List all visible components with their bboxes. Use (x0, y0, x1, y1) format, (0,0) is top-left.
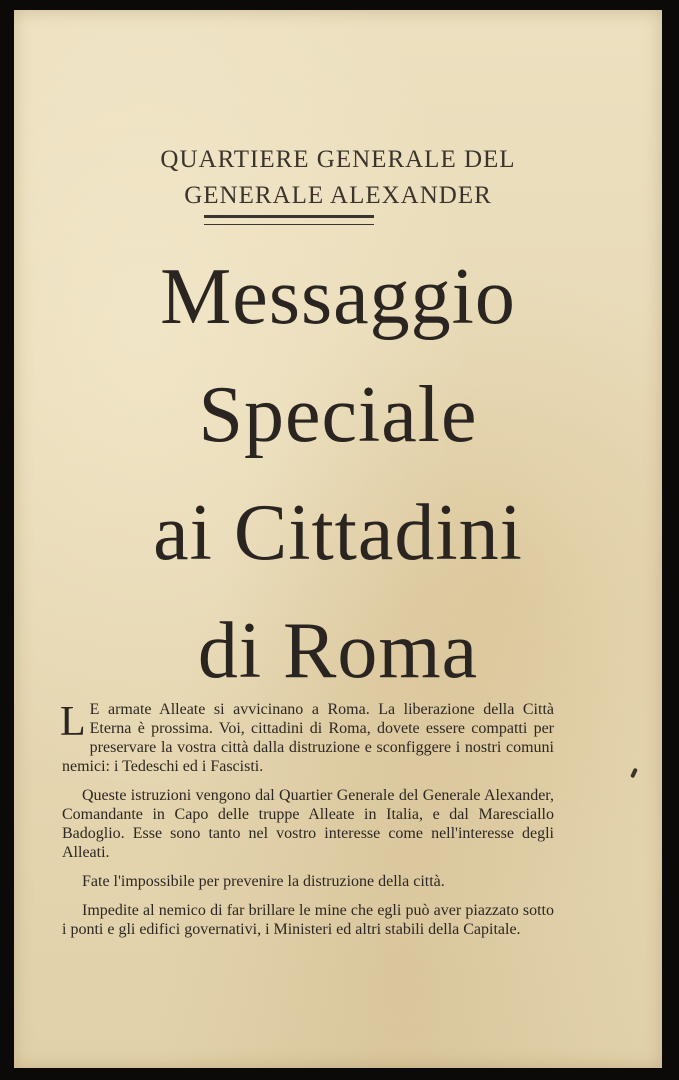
drop-cap: L (60, 699, 86, 745)
header-line-1: QUARTIERE GENERALE DEL (160, 146, 516, 173)
title-line-2: Speciale (198, 371, 478, 459)
title-block (14, 238, 662, 710)
paragraph-2: Queste istruzioni vengono dal Quartier Generale del Generale Alexander, Comandante in Capo delle truppe Alleate in Italia, e dal Maresciallo Badoglio. Esse sono tanto nel vostro interesse come nell'interesse degli Alleati. (62, 787, 554, 861)
ink-mark (630, 768, 638, 779)
header-line-2: GENERALE ALEXANDER (184, 182, 492, 209)
title-line-4: di Roma (197, 607, 479, 695)
paragraph-4: Impedite al nemico di far brillare le mine che egli può aver piazzato sotto i ponti e gli edifici governativi, i Ministeri ed altri stabili della Capitale. (62, 902, 554, 938)
paragraph-3: Fate l'impossibile per prevenire la distruzione della città. (82, 873, 445, 890)
title-line-3: ai Cittadini (153, 489, 523, 577)
paragraph-1-text: E armate Alleate si avvicinano a Roma. La liberazione della Città Eterna è prossima. Voi, cittadini di Roma, dovete essere compatti per preservare la vostra città dalla distruzione e sconfiggere i nostri comuni nemici: i Tedeschi ed i Fascisti. (62, 701, 554, 775)
title-line-1: Messaggio (160, 253, 516, 341)
message-body (62, 700, 554, 949)
paragraph-1 (62, 700, 554, 776)
header-block (14, 142, 662, 214)
header-divider (204, 215, 374, 225)
leaflet-paper (14, 10, 662, 1068)
